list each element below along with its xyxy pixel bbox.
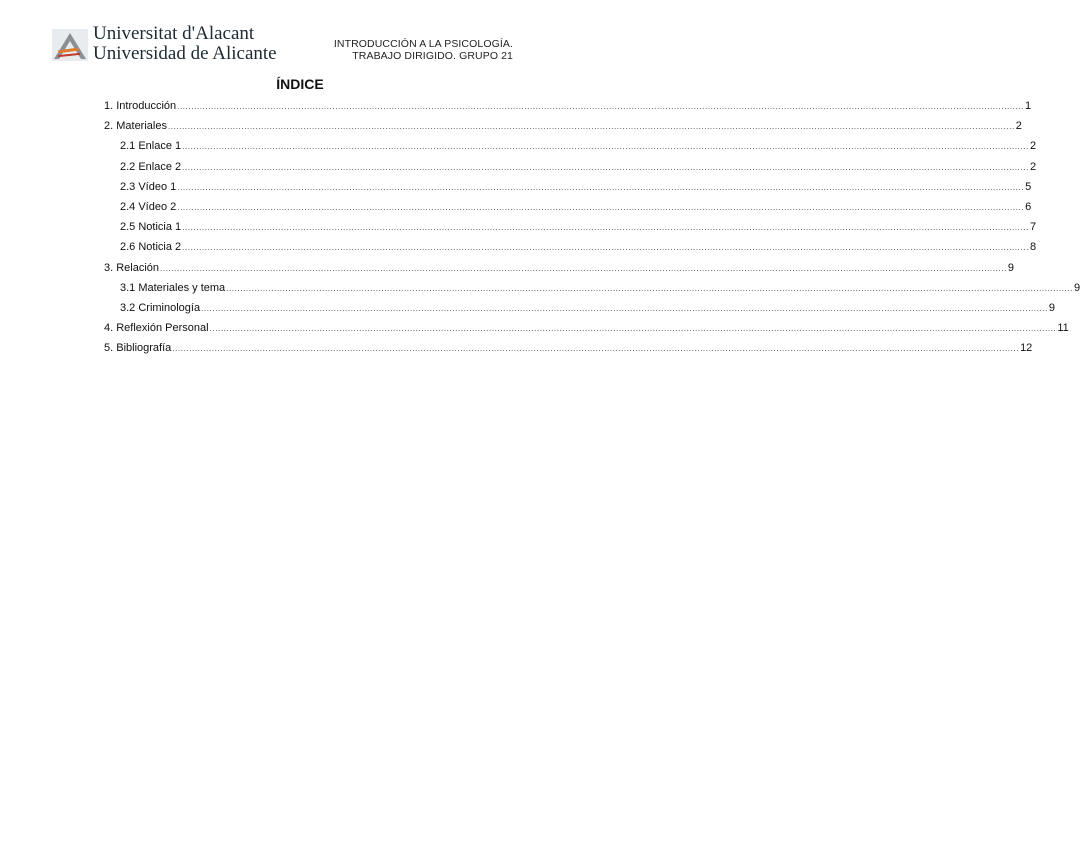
page-title: ÍNDICE — [276, 76, 324, 92]
course-header — [334, 38, 513, 62]
toc-entry-page: 12 — [1020, 342, 1033, 355]
toc-entry-page: 2 — [1015, 120, 1022, 133]
toc-entry-label: 2.4 Vídeo 2 — [120, 200, 177, 213]
toc-entry[interactable] — [104, 180, 1032, 201]
university-logo — [52, 23, 277, 66]
toc-entry-page: 2 — [1029, 160, 1037, 173]
toc-entry-label: 3.1 Materiales y tema — [120, 281, 226, 294]
toc-entry-page: 9 — [1073, 281, 1080, 294]
toc-entry-label: 1. Introducción — [104, 100, 177, 112]
toc-entry[interactable] — [104, 160, 1037, 181]
toc-dot-leader: ............................................................................................................................................................................................................................................................................................................ — [177, 182, 1025, 192]
course-line1: INTRODUCCIÓN A LA PSICOLOGÍA. — [333, 38, 513, 50]
toc-entry-page: 1 — [1024, 100, 1032, 112]
toc-entry[interactable] — [104, 301, 1056, 322]
toc-dot-leader: ............................................................................................................................................................................................................................................................................................................ — [177, 102, 1024, 111]
toc-entry-label: 2.1 Enlace 1 — [120, 140, 182, 153]
toc-entry-label: 2.3 Vídeo 1 — [120, 180, 177, 193]
toc-entry-page: 5 — [1025, 180, 1032, 193]
toc-entry[interactable] — [104, 100, 1032, 120]
toc-entry-label: 3. Relación — [104, 261, 160, 274]
course-line2: TRABAJO DIRIGIDO. GRUPO 21 — [352, 50, 513, 62]
toc-entry[interactable] — [104, 322, 1069, 342]
toc-dot-leader: ............................................................................................................................................................................................................................................................................................................ — [226, 283, 1073, 293]
toc-dot-leader: ............................................................................................................................................................................................................................................................................................................ — [182, 142, 1029, 152]
toc-dot-leader: ............................................................................................................................................................................................................................................................................................................ — [182, 162, 1029, 172]
toc-entry-page: 9 — [1007, 261, 1014, 274]
toc-entry[interactable] — [104, 241, 1037, 261]
toc-entry-page: 7 — [1029, 221, 1037, 234]
toc-entry-label: 2.2 Enlace 2 — [120, 160, 182, 173]
toc-dot-leader: ............................................................................................................................................................................................................................................................................................................ — [167, 122, 1015, 132]
toc-dot-leader: ............................................................................................................................................................................................................................................................................................................ — [201, 303, 1048, 313]
university-name-line1: Universitat d'Alacant — [93, 23, 255, 44]
toc-entry-page: 9 — [1048, 301, 1056, 314]
toc-entry-label: 2.6 Noticia 2 — [120, 241, 182, 254]
university-name-line2: Universidad de Alicante — [93, 43, 277, 64]
table-of-contents — [104, 100, 1080, 362]
toc-entry-label: 2.5 Noticia 1 — [120, 221, 182, 234]
toc-entry[interactable] — [104, 261, 1014, 282]
toc-entry-label: 2. Materiales — [104, 120, 167, 133]
toc-dot-leader: ............................................................................................................................................................................................................................................................................................................ — [177, 202, 1025, 212]
university-name — [93, 24, 277, 64]
toc-entry-label: 3.2 Criminología — [120, 301, 201, 314]
toc-entry-page: 8 — [1029, 241, 1037, 254]
toc-dot-leader: ............................................................................................................................................................................................................................................................................................................ — [209, 324, 1057, 334]
toc-entry[interactable] — [104, 221, 1037, 241]
toc-entry[interactable] — [104, 281, 1080, 302]
toc-dot-leader: ............................................................................................................................................................................................................................................................................................................ — [160, 263, 1007, 273]
toc-dot-leader: ............................................................................................................................................................................................................................................................................................................ — [182, 243, 1029, 253]
toc-entry-page: 2 — [1029, 140, 1037, 153]
toc-entry-page: 6 — [1025, 200, 1032, 213]
toc-entry[interactable] — [104, 200, 1032, 221]
toc-entry[interactable] — [104, 120, 1022, 140]
toc-dot-leader: ............................................................................................................................................................................................................................................................................................................ — [182, 223, 1029, 233]
toc-entry-label: 4. Reflexión Personal — [104, 322, 209, 335]
toc-entry-label: 5. Bibliografía — [104, 342, 172, 355]
toc-entry[interactable] — [104, 140, 1037, 160]
toc-entry-page: 11 — [1057, 322, 1069, 335]
toc-entry[interactable] — [104, 342, 1033, 362]
university-emblem-icon — [52, 29, 88, 61]
toc-dot-leader: ............................................................................................................................................................................................................................................................................................................ — [172, 344, 1020, 354]
